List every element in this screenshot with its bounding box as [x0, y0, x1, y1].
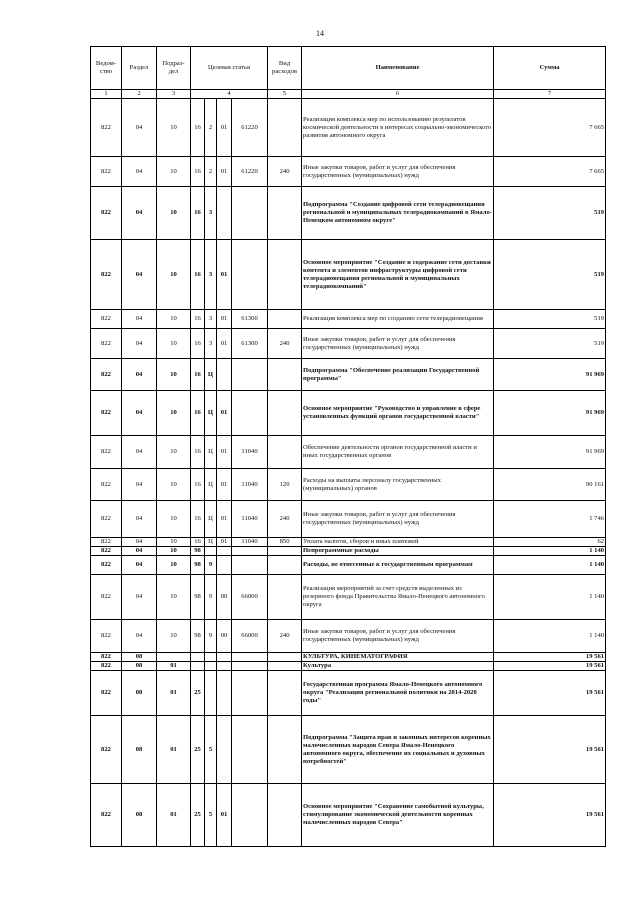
table-row — [91, 575, 606, 620]
target-direction-cell — [232, 187, 268, 240]
razdel-cell: 04 — [122, 556, 157, 575]
target-subprogram-cell: 3 — [205, 187, 217, 240]
target-program-cell: 16 — [191, 538, 205, 547]
target-program-cell — [191, 662, 205, 671]
name-cell: Основное мероприятие "Сохранение самобытной культуры, стимулирование экономической деятельности коренных малочисленных народов Севера" — [302, 784, 494, 847]
vedomstvo-cell: 822 — [91, 671, 122, 716]
target-subprogram-cell: Ц — [205, 391, 217, 436]
target-program-cell: 16 — [191, 469, 205, 501]
razdel-cell: 04 — [122, 240, 157, 310]
name-cell: Подпрограмма "Защита прав и законных интересов коренных малочисленных народов Севера Ямало-Ненецкого автономного округа, обеспечение их социальных и духовных потребностей" — [302, 716, 494, 784]
expense-type-cell — [268, 99, 302, 157]
target-event-cell — [217, 671, 232, 716]
podrazdel-cell: 10 — [157, 99, 191, 157]
table-row — [91, 187, 606, 240]
podrazdel-cell: 10 — [157, 469, 191, 501]
target-subprogram-cell: 9 — [205, 575, 217, 620]
vedomstvo-cell: 822 — [91, 784, 122, 847]
razdel-cell: 04 — [122, 391, 157, 436]
table-row — [91, 436, 606, 469]
razdel-cell: 04 — [122, 157, 157, 187]
target-subprogram-cell: 3 — [205, 329, 217, 359]
razdel-cell: 04 — [122, 547, 157, 556]
razdel-cell: 04 — [122, 310, 157, 329]
target-program-cell: 25 — [191, 784, 205, 847]
target-subprogram-cell: Ц — [205, 469, 217, 501]
razdel-cell: 08 — [122, 662, 157, 671]
target-event-cell: 00 — [217, 575, 232, 620]
sum-cell: 19 561 — [494, 716, 606, 784]
sum-cell: 519 — [494, 310, 606, 329]
target-program-cell: 16 — [191, 310, 205, 329]
table-row — [91, 310, 606, 329]
table-row — [91, 99, 606, 157]
target-direction-cell: 61220 — [232, 99, 268, 157]
target-direction-cell — [232, 391, 268, 436]
expense-type-cell: 240 — [268, 329, 302, 359]
target-subprogram-cell: 2 — [205, 99, 217, 157]
expense-type-cell — [268, 436, 302, 469]
podrazdel-cell: 10 — [157, 359, 191, 391]
header-razdel: Раздел — [122, 47, 157, 90]
vedomstvo-cell: 822 — [91, 329, 122, 359]
header-row — [91, 47, 606, 90]
header-vedomstvo: Ведом-ство — [91, 47, 122, 90]
vedomstvo-cell: 822 — [91, 310, 122, 329]
razdel-cell: 04 — [122, 538, 157, 547]
sum-cell: 1 140 — [494, 556, 606, 575]
target-subprogram-cell — [205, 653, 217, 662]
podrazdel-cell: 10 — [157, 436, 191, 469]
table-row — [91, 784, 606, 847]
target-program-cell: 16 — [191, 187, 205, 240]
table-row — [91, 547, 606, 556]
sum-cell: 91 969 — [494, 436, 606, 469]
razdel-cell: 08 — [122, 784, 157, 847]
podrazdel-cell: 10 — [157, 575, 191, 620]
sum-cell: 91 969 — [494, 391, 606, 436]
target-program-cell: 16 — [191, 436, 205, 469]
expense-type-cell — [268, 187, 302, 240]
target-subprogram-cell: Ц — [205, 538, 217, 547]
target-event-cell: 01 — [217, 240, 232, 310]
table-row — [91, 157, 606, 187]
target-program-cell: 98 — [191, 620, 205, 653]
table-row — [91, 653, 606, 662]
razdel-cell: 04 — [122, 436, 157, 469]
sum-cell: 7 665 — [494, 99, 606, 157]
header-podrazdel: Подраз-дел — [157, 47, 191, 90]
target-event-cell: 01 — [217, 538, 232, 547]
target-subprogram-cell: 5 — [205, 716, 217, 784]
razdel-cell: 08 — [122, 653, 157, 662]
target-direction-cell — [232, 556, 268, 575]
vedomstvo-cell: 822 — [91, 157, 122, 187]
table-body — [91, 99, 606, 847]
table-row — [91, 556, 606, 575]
podrazdel-cell: 10 — [157, 547, 191, 556]
razdel-cell: 04 — [122, 359, 157, 391]
sum-cell: 519 — [494, 329, 606, 359]
target-direction-cell: 11040 — [232, 469, 268, 501]
expense-type-cell: 120 — [268, 469, 302, 501]
podrazdel-cell: 01 — [157, 716, 191, 784]
table-row — [91, 620, 606, 653]
target-subprogram-cell — [205, 662, 217, 671]
name-cell: Реализация комплекса мер по использованию результатов космической деятельности в интересах социально-экономического развития автономного округа — [302, 99, 494, 157]
sum-cell: 19 561 — [494, 662, 606, 671]
target-subprogram-cell — [205, 547, 217, 556]
expense-type-cell: 240 — [268, 620, 302, 653]
podrazdel-cell: 10 — [157, 240, 191, 310]
target-program-cell — [191, 653, 205, 662]
target-direction-cell — [232, 671, 268, 716]
name-cell: Иные закупки товаров, работ и услуг для обеспечения государственных (муниципальных) нужд — [302, 501, 494, 538]
vedomstvo-cell: 822 — [91, 556, 122, 575]
podrazdel-cell: 01 — [157, 671, 191, 716]
target-event-cell: 01 — [217, 469, 232, 501]
column-numbers-row — [91, 90, 606, 99]
target-direction-cell: 66000 — [232, 620, 268, 653]
expense-type-cell — [268, 671, 302, 716]
podrazdel-cell: 01 — [157, 784, 191, 847]
expense-type-cell — [268, 556, 302, 575]
target-direction-cell — [232, 716, 268, 784]
header-celevaya-statya: Целевая статья — [191, 47, 268, 90]
expense-type-cell — [268, 391, 302, 436]
vedomstvo-cell: 822 — [91, 469, 122, 501]
sum-cell: 1 140 — [494, 620, 606, 653]
podrazdel-cell: 10 — [157, 187, 191, 240]
sum-cell: 19 561 — [494, 653, 606, 662]
podrazdel-cell: 10 — [157, 157, 191, 187]
expense-type-cell: 240 — [268, 501, 302, 538]
razdel-cell: 04 — [122, 501, 157, 538]
header-vid-rashodov: Вид расходов — [268, 47, 302, 90]
vedomstvo-cell: 822 — [91, 240, 122, 310]
table-row — [91, 240, 606, 310]
vedomstvo-cell: 822 — [91, 620, 122, 653]
column-number: 1 — [91, 90, 122, 99]
razdel-cell: 04 — [122, 187, 157, 240]
sum-cell: 90 161 — [494, 469, 606, 501]
sum-cell: 7 665 — [494, 157, 606, 187]
expense-type-cell: 240 — [268, 157, 302, 187]
name-cell: Расходы на выплаты персоналу государственных (муниципальных) органов — [302, 469, 494, 501]
target-direction-cell: 61300 — [232, 310, 268, 329]
name-cell: Иные закупки товаров, работ и услуг для обеспечения государственных (муниципальных) нужд — [302, 620, 494, 653]
target-program-cell: 16 — [191, 157, 205, 187]
target-direction-cell — [232, 653, 268, 662]
header-naimenovanie: Наименование — [302, 47, 494, 90]
target-event-cell: 01 — [217, 436, 232, 469]
name-cell: Государственная программа Ямало-Ненецкого автономного округа "Реализация региональной политики на 2014-2020 годы" — [302, 671, 494, 716]
expense-type-cell — [268, 310, 302, 329]
page-number: 14 — [316, 29, 324, 38]
target-program-cell: 25 — [191, 671, 205, 716]
target-event-cell — [217, 653, 232, 662]
expense-type-cell — [268, 575, 302, 620]
target-direction-cell: 11040 — [232, 538, 268, 547]
target-subprogram-cell: Ц — [205, 501, 217, 538]
target-event-cell: 01 — [217, 157, 232, 187]
target-program-cell: 16 — [191, 329, 205, 359]
column-number: 7 — [494, 90, 606, 99]
target-direction-cell — [232, 359, 268, 391]
column-number: 3 — [157, 90, 191, 99]
table-row — [91, 662, 606, 671]
target-event-cell: 01 — [217, 391, 232, 436]
target-event-cell — [217, 359, 232, 391]
sum-cell: 1 140 — [494, 575, 606, 620]
name-cell: Иные закупки товаров, работ и услуг для обеспечения государственных (муниципальных) нужд — [302, 329, 494, 359]
sum-cell: 19 561 — [494, 671, 606, 716]
column-number: 6 — [302, 90, 494, 99]
column-number: 4 — [191, 90, 268, 99]
target-subprogram-cell: Ц — [205, 436, 217, 469]
target-program-cell: 98 — [191, 575, 205, 620]
target-direction-cell: 11040 — [232, 436, 268, 469]
vedomstvo-cell: 822 — [91, 391, 122, 436]
razdel-cell: 04 — [122, 99, 157, 157]
sum-cell: 1 140 — [494, 547, 606, 556]
table-row — [91, 501, 606, 538]
vedomstvo-cell: 822 — [91, 501, 122, 538]
target-subprogram-cell: 9 — [205, 620, 217, 653]
target-event-cell — [217, 556, 232, 575]
vedomstvo-cell: 822 — [91, 547, 122, 556]
vedomstvo-cell: 822 — [91, 716, 122, 784]
sum-cell: 62 — [494, 538, 606, 547]
target-subprogram-cell: 3 — [205, 240, 217, 310]
vedomstvo-cell: 822 — [91, 359, 122, 391]
podrazdel-cell: 10 — [157, 538, 191, 547]
expense-type-cell — [268, 359, 302, 391]
table-row — [91, 359, 606, 391]
sum-cell: 519 — [494, 187, 606, 240]
target-event-cell: 01 — [217, 99, 232, 157]
target-program-cell: 98 — [191, 547, 205, 556]
razdel-cell: 04 — [122, 620, 157, 653]
expense-type-cell — [268, 716, 302, 784]
sum-cell: 1 746 — [494, 501, 606, 538]
name-cell: Подпрограмма "Создание цифровой сети телерадиовещания региональной и муниципальных телерадиокомпаний в Ямало-Ненецком автономном округе" — [302, 187, 494, 240]
target-subprogram-cell: 9 — [205, 556, 217, 575]
target-event-cell — [217, 716, 232, 784]
sum-cell: 91 969 — [494, 359, 606, 391]
razdel-cell: 08 — [122, 716, 157, 784]
podrazdel-cell: 01 — [157, 662, 191, 671]
podrazdel-cell — [157, 653, 191, 662]
name-cell: Основное мероприятие "Создание и содержание сети доставки контента и элементов инфраструктуры цифровой сети телерадиовещания региональной и муниципальных телерадиокомпаний" — [302, 240, 494, 310]
sum-cell: 19 561 — [494, 784, 606, 847]
target-program-cell: 25 — [191, 716, 205, 784]
target-direction-cell — [232, 662, 268, 671]
name-cell: КУЛЬТУРА, КИНЕМАТОГРАФИЯ — [302, 653, 494, 662]
table-row — [91, 469, 606, 501]
target-event-cell: 01 — [217, 329, 232, 359]
target-program-cell: 16 — [191, 240, 205, 310]
vedomstvo-cell: 822 — [91, 99, 122, 157]
expense-type-cell: 850 — [268, 538, 302, 547]
target-direction-cell — [232, 547, 268, 556]
table-row — [91, 538, 606, 547]
column-number: 5 — [268, 90, 302, 99]
name-cell: Непрограммные расходы — [302, 547, 494, 556]
razdel-cell: 08 — [122, 671, 157, 716]
target-event-cell: 01 — [217, 784, 232, 847]
target-program-cell: 98 — [191, 556, 205, 575]
table-row — [91, 391, 606, 436]
podrazdel-cell: 10 — [157, 310, 191, 329]
name-cell: Расходы, не отнесенные к государственным программам — [302, 556, 494, 575]
target-direction-cell — [232, 240, 268, 310]
table-row — [91, 716, 606, 784]
expense-type-cell — [268, 662, 302, 671]
target-direction-cell — [232, 784, 268, 847]
target-direction-cell: 66000 — [232, 575, 268, 620]
column-number: 2 — [122, 90, 157, 99]
target-event-cell: 00 — [217, 620, 232, 653]
podrazdel-cell: 10 — [157, 556, 191, 575]
name-cell: Обеспечение деятельности органов государственной власти и иных государственных органов — [302, 436, 494, 469]
name-cell: Реализация комплекса мер по созданию сети телерадиовещания — [302, 310, 494, 329]
expense-type-cell — [268, 653, 302, 662]
target-subprogram-cell — [205, 671, 217, 716]
target-subprogram-cell: Ц — [205, 359, 217, 391]
expense-type-cell — [268, 240, 302, 310]
name-cell: Культура — [302, 662, 494, 671]
header-summa: Сумма — [494, 47, 606, 90]
target-subprogram-cell: 5 — [205, 784, 217, 847]
podrazdel-cell: 10 — [157, 501, 191, 538]
target-event-cell — [217, 662, 232, 671]
table-row — [91, 671, 606, 716]
name-cell: Реализация мероприятий за счет средств выделенных из резервного фонда Правительства Ямало-Ненецкого автономного округа — [302, 575, 494, 620]
target-program-cell: 16 — [191, 359, 205, 391]
name-cell: Уплата налогов, сборов и иных платежей — [302, 538, 494, 547]
target-subprogram-cell: 3 — [205, 310, 217, 329]
target-event-cell: 01 — [217, 501, 232, 538]
podrazdel-cell: 10 — [157, 620, 191, 653]
target-subprogram-cell: 2 — [205, 157, 217, 187]
podrazdel-cell: 10 — [157, 329, 191, 359]
razdel-cell: 04 — [122, 469, 157, 501]
target-event-cell: 01 — [217, 310, 232, 329]
target-event-cell — [217, 187, 232, 240]
budget-table — [90, 46, 606, 847]
razdel-cell: 04 — [122, 329, 157, 359]
target-program-cell: 16 — [191, 501, 205, 538]
target-direction-cell: 61300 — [232, 329, 268, 359]
table-row — [91, 329, 606, 359]
razdel-cell: 04 — [122, 575, 157, 620]
expense-type-cell — [268, 547, 302, 556]
vedomstvo-cell: 822 — [91, 653, 122, 662]
vedomstvo-cell: 822 — [91, 436, 122, 469]
expense-type-cell — [268, 784, 302, 847]
target-direction-cell: 61220 — [232, 157, 268, 187]
name-cell: Иные закупки товаров, работ и услуг для обеспечения государственных (муниципальных) нужд — [302, 157, 494, 187]
vedomstvo-cell: 822 — [91, 187, 122, 240]
name-cell: Подпрограмма "Обеспечение реализации Государственной программы" — [302, 359, 494, 391]
target-program-cell: 16 — [191, 391, 205, 436]
target-event-cell — [217, 547, 232, 556]
podrazdel-cell: 10 — [157, 391, 191, 436]
vedomstvo-cell: 822 — [91, 662, 122, 671]
vedomstvo-cell: 822 — [91, 575, 122, 620]
target-direction-cell: 11040 — [232, 501, 268, 538]
vedomstvo-cell: 822 — [91, 538, 122, 547]
name-cell: Основное мероприятие "Руководство и управление в сфере установленных функций органов государственной власти" — [302, 391, 494, 436]
sum-cell: 519 — [494, 240, 606, 310]
target-program-cell: 16 — [191, 99, 205, 157]
